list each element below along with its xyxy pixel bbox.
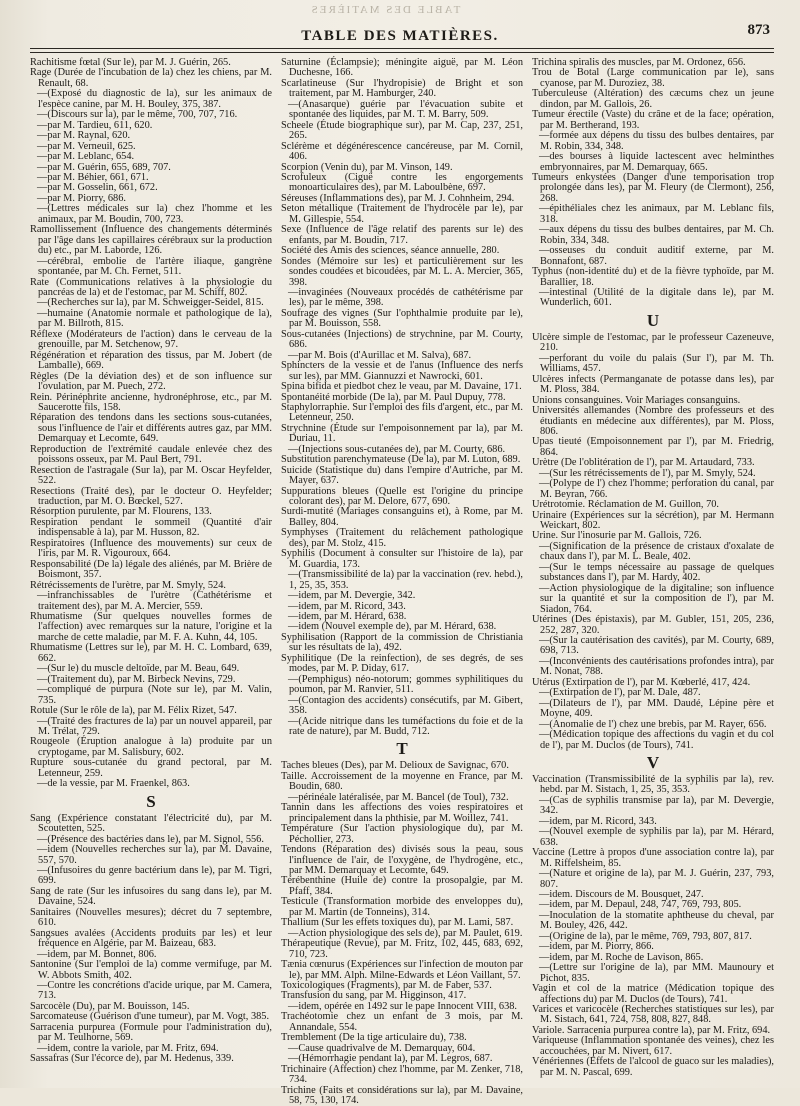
index-entry: Tuberculeuse (Altération) des cæcums chez un jeune dindon, par M. Gallois, 26.	[532, 89, 774, 110]
index-entry: —Contre les concrétions d'acide urique, par M. Camera, 713.	[30, 981, 272, 1002]
index-entry: —par M. Bois (d'Aurillac et M. Salva), 687.	[281, 351, 523, 361]
index-entry: —(Hémorrhagie pendant la), par M. Legros, 687.	[281, 1054, 523, 1064]
index-entry: Rhumatisme (Lettres sur le), par M. H. C. Lombard, 639, 662.	[30, 643, 272, 664]
index-entry: Trichina spiralis des muscles, par M. Ordonez, 656.	[532, 58, 774, 68]
index-entry: —(Transmissibilité de la) par la vaccination (rev. hebd.), 1, 25, 35, 353.	[281, 570, 523, 591]
index-entry: Rage (Durée de l'incubation de la) chez les chiens, par M. Renault, 68.	[30, 68, 272, 89]
page-number: 873	[748, 22, 771, 39]
index-entry: Taille. Accroissement de la moyenne en France, par M. Boudin, 680.	[281, 772, 523, 793]
index-entry: —(Présence des bactéries dans le), par M. Signol, 556.	[30, 835, 272, 845]
index-entry: —(Anasarque) guérie par l'évacuation subite et spontanée des liquides, par M. T. M. Barry, 509.	[281, 100, 523, 121]
index-entry: Trou de Botal (Large communication par le), sans cyanose, par M. Duroziez, 38.	[532, 68, 774, 89]
index-entry: —osseuses du conduit auditif externe, par M. Bonnafont, 687.	[532, 246, 774, 267]
index-entry: —(Lettre sur l'origine de la), par MM. Maunoury et Pichot, 835.	[532, 963, 774, 984]
index-entry: —idem. Discours de M. Bousquet, 247.	[532, 890, 774, 900]
index-entry: —invaginées (Nouveaux procédés de cathétérisme par les), par le même, 398.	[281, 288, 523, 309]
index-entry: —(Origine de la), par le même, 769, 793, 807, 817.	[532, 932, 774, 942]
index-entry: —Action physiologique de la digitaline; son influence sur la quantité et sur la composition de l'), par M. Siadon, 764.	[532, 584, 774, 615]
index-entry: —(Acide nitrique dans les tuméfactions du foie et de la rate de nature), par M. Budd, 712.	[281, 717, 523, 738]
index-entry: Sangsues avalées (Accidents produits par les) et leur fréquence en Algérie, par M. Baizeau, 683.	[30, 929, 272, 950]
index-entry: —(Médication topique des affections du vagin et du col de l'), par M. Duclos (de Tours), 741.	[532, 730, 774, 751]
header-rule-double	[30, 52, 774, 53]
index-entry: —(Traitement du), par M. Birbeck Nevins, 729.	[30, 675, 272, 685]
index-entry: —idem, par M. Roche de Lavison, 865.	[532, 953, 774, 963]
index-entry: Urétrotomie. Réclamation de M. Guillon, 70.	[532, 500, 774, 510]
index-entry: —idem, par M. Depaul, 248, 747, 769, 793, 805.	[532, 900, 774, 910]
index-entry: —de la vessie, par M. Fraenkel, 863.	[30, 779, 272, 789]
index-entry: Sassafras (Sur l'écorce de), par M. Hedenus, 339.	[30, 1054, 272, 1064]
index-entry: Rétrécissements de l'urètre, par M. Smyly, 524.	[30, 581, 272, 591]
index-columns	[30, 58, 774, 1080]
section-letter: U	[532, 312, 774, 330]
index-entry: Utérines (Des épistaxis), par M. Gubler, 151, 205, 236, 252, 287, 320.	[532, 615, 774, 636]
index-entry: —périnéale latéralisée, par M. Bancel (de Toul), 732.	[281, 793, 523, 803]
index-entry: —par M. Leblanc, 654.	[30, 152, 272, 162]
index-entry: —(Injections sous-cutanées de), par M. Courty, 686.	[281, 445, 523, 455]
index-entry: Scarlatineuse (Sur l'hydropisie) de Bright et son traitement, par M. Hamburger, 240.	[281, 79, 523, 100]
index-entry: —(Nouvel exemple de syphilis par la), par M. Hérard, 638.	[532, 827, 774, 848]
index-entry: —(Sur les rétrécissements de l'), par M. Smyly, 524.	[532, 469, 774, 479]
index-entry: Utérus (Extirpation de l'), par M. Kœberlé, 417, 424.	[532, 678, 774, 688]
index-entry: —idem, opérée en 1492 sur le pape Innocent VIII, 638.	[281, 1002, 523, 1012]
index-entry: Spina bifida et piedbot chez le veau, par M. Davaine, 171.	[281, 382, 523, 392]
index-entry: Société des Amis des sciences, séance annuelle, 280.	[281, 246, 523, 256]
index-entry: Soufrage des vignes (Sur l'ophthalmie produite par le), par M. Bouisson, 558.	[281, 309, 523, 330]
index-entry: —idem (Nouvel exemple de), par M. Hérard, 638.	[281, 622, 523, 632]
index-entry: —perforant du voile du palais (Sur l'), par M. Th. Williams, 457.	[532, 354, 774, 375]
index-entry: Testicule (Transformation morbide des enveloppes du), par M. Martin (de Tonneins), 314.	[281, 897, 523, 918]
index-entry: —humaine (Anatomie normale et pathologique de la), par M. Billroth, 815.	[30, 309, 272, 330]
index-entry: —compliqué de purpura (Note sur le), par M. Valin, 735.	[30, 685, 272, 706]
index-entry: Urine. Sur l'inosurie par M. Gallois, 726.	[532, 531, 774, 541]
index-entry: Tremblement (De la tige articulaire du), 738.	[281, 1033, 523, 1043]
index-entry: Resections (Traité des), par le docteur O. Heyfelder; traduction, par M. O. Bœckel, 527.	[30, 487, 272, 508]
index-entry: Thérapeutique (Revue), par M. Fritz, 102, 445, 683, 692, 710, 723.	[281, 939, 523, 960]
index-entry: —(Traité des fractures de la) par un nouvel appareil, par M. Trélat, 729.	[30, 717, 272, 738]
index-entry: Syphilis (Document à consulter sur l'histoire de la), par M. Guardia, 173.	[281, 549, 523, 570]
index-entry: Sphincters de la vessie et de l'anus (Influence des nerfs sur les), par MM. Giannuzzi et Nawrocki, 601.	[281, 361, 523, 382]
index-entry: Sondes (Mémoire sur les) et particulièrement sur les sondes coudées et bicoudées, par M. L. A. Mercier, 365, 398.	[281, 257, 523, 288]
index-entry: —idem (Nouvelles recherches sur la), par M. Davaine, 557, 570.	[30, 845, 272, 866]
index-entry: Staphylorraphie. Sur l'emploi des fils d'argent, etc., par M. Letenneur, 250.	[281, 403, 523, 424]
index-entry: Sous-cutanées (Injections) de strychnine, par M. Courty, 686.	[281, 330, 523, 351]
page-title: TABLE DES MATIÈRES.	[0, 28, 800, 45]
index-entry: —par M. Gosselin, 661, 672.	[30, 183, 272, 193]
index-entry: Réflexe (Modérateurs de l'action) dans le cerveau de la grenouille, par M. Setchenow, 97.	[30, 330, 272, 351]
index-entry: —formée aux dépens du tissu des bulbes dentaires, par M. Robin, 334, 348.	[532, 131, 774, 152]
section-letter: T	[281, 740, 523, 758]
index-entry: —des bourses à liquide lactescent avec helminthes embryonnaires, par M. Demarquay, 665.	[532, 152, 774, 173]
index-entry: Régénération et réparation des tissus, par M. Jobert (de Lamballe), 669.	[30, 351, 272, 372]
index-entry: Vaccine (Lettre à propos d'une association contre la), par M. Riffelsheim, 85.	[532, 848, 774, 869]
index-entry: Taches bleues (Des), par M. Delioux de Savignac, 670.	[281, 761, 523, 771]
index-entry: Séreuses (Inflammations des), par M. J. Cohnheim, 294.	[281, 194, 523, 204]
index-entry: —idem, par M. Bonnet, 806.	[30, 950, 272, 960]
index-entry: Ulcère simple de l'estomac, par le professeur Cazeneuve, 210.	[532, 333, 774, 354]
index-entry: —cérébral, embolie de l'artère iliaque, gangrène spontanée, par M. Ch. Fernet, 511.	[30, 257, 272, 278]
index-entry: —(Contagion des accidents) consécutifs, par M. Gibert, 358.	[281, 696, 523, 717]
index-entry: —(Sur le temps nécessaire au passage de quelques substances dans l'), par M. Hardy, 402.	[532, 563, 774, 584]
index-entry: Universités allemandes (Nombre des professeurs et des étudiants en médecine aux différentes), par M. Ploss, 806.	[532, 406, 774, 437]
index-entry: —par M. Tardieu, 611, 620.	[30, 121, 272, 131]
index-entry: —idem, par M. Ricord, 343.	[281, 602, 523, 612]
index-entry: Règles (De la déviation des) et de son influence sur l'ovulation, par M. Puech, 272.	[30, 372, 272, 393]
index-entry: Température (Sur l'action physiologique du), par M. Péchollier, 273.	[281, 824, 523, 845]
index-entry: —(Polype de l') chez l'homme; perforation du canal, par M. Beyran, 766.	[532, 479, 774, 500]
index-entry: Resection de l'astragale (Sur la), par M. Oscar Heyfelder, 522.	[30, 466, 272, 487]
index-entry: Rougeole (Éruption analogue à la) produite par un cryptogame, par M. Salisbury, 602.	[30, 737, 272, 758]
index-entry: —par M. Guérin, 655, 689, 707.	[30, 163, 272, 173]
index-entry: Syphilitique (De la reinfection), de ses degrés, de ses modes, par M. P. Diday, 617.	[281, 654, 523, 675]
index-entry: —(Dilateurs de l'), par MM. Daudé, Lépine père et Moyne, 409.	[532, 699, 774, 720]
index-entry: Typhus (non-identité du) et de la fièvre typhoïde, par M. Barallier, 18.	[532, 267, 774, 288]
index-entry: Saturnine (Éclampsie); méningite aiguë, par M. Léon Duchesne, 166.	[281, 58, 523, 79]
index-entry: Trichine (Faits et considérations sur la), par M. Davaine, 58, 75, 130, 174.	[281, 1086, 523, 1106]
index-entry: Rupture sous-cutanée du grand pectoral, par M. Letenneur, 259.	[30, 758, 272, 779]
index-entry: Santonine (Sur l'emploi de la) comme vermifuge, par M. W. Abbots Smith, 402.	[30, 960, 272, 981]
bleed-through-text: TABLE DES MATIÈRES	[90, 4, 680, 18]
index-entry: Ramollissement (Influence des changements déterminés par l'âge dans les capillaires cérébraux sur la production du) etc., par M. Laborde, 126.	[30, 225, 272, 256]
index-entry: Urinaire (Expériences sur la sécrétion), par M. Hermann Weickart, 802.	[532, 511, 774, 532]
index-entry: Scheele (Étude biographique sur), par M. Cap, 237, 251, 265.	[281, 121, 523, 142]
index-entry: —(Extirpation de l'), par M. Dale, 487.	[532, 688, 774, 698]
index-entry: —(Pemphigus) néo-notorum; gommes syphilitiques du poumon, par M. Ranvier, 511.	[281, 675, 523, 696]
index-entry: Rachitisme fœtal (Sur le), par M. J. Guérin, 265.	[30, 58, 272, 68]
index-entry: Seton métallique (Traitement de l'hydrocèle par le), par M. Gillespie, 554.	[281, 204, 523, 225]
index-entry: —par M. Raynal, 620.	[30, 131, 272, 141]
index-entry: Scrofuleux (Ciguë contre les engorgements monoarticulaires des), par M. Laboulbène, 697.	[281, 173, 523, 194]
index-entry: Reproduction de l'extrémité caudale enlevée chez des poissons osseux, par M. Paul Bert, 791.	[30, 445, 272, 466]
index-column-left	[30, 58, 272, 1080]
index-entry: Surdi-mutité (Mariages consanguins et), à Rome, par M. Balley, 804.	[281, 507, 523, 528]
index-entry: Thallium (Sur les effets toxiques du), par M. Lami, 587.	[281, 918, 523, 928]
index-entry: Réparation des tendons dans les sections sous-cutanées, sous l'influence de l'air et différents autres gaz, par MM. Demarquay et Lecomte, 649.	[30, 413, 272, 444]
index-entry: —épithéliales chez les animaux, par M. Leblanc fils, 318.	[532, 204, 774, 225]
index-entry: —(Recherches sur la), par M. Schweigger-Seidel, 815.	[30, 298, 272, 308]
index-entry: —(Sur la cautérisation des cavités), par M. Courty, 689, 698, 713.	[532, 636, 774, 657]
index-entry: Vénériennes (Effets de l'alcool de guaco sur les maladies), par M. N. Pascal, 699.	[532, 1057, 774, 1078]
index-entry: Résorption purulente, par M. Flourens, 133.	[30, 507, 272, 517]
index-entry: Tumeur érectile (Vaste) du crâne et de la face; opération, par M. Bertherand, 193.	[532, 110, 774, 131]
index-entry: —(Discours sur la), par le même, 700, 707, 716.	[30, 110, 272, 120]
index-entry: Sarcocèle (Du), par M. Bouisson, 145.	[30, 1002, 272, 1012]
index-entry: Sclérème et dégénérescence cancéreuse, par M. Cornil, 406.	[281, 142, 523, 163]
index-entry: —(Infusoires du genre bactérium dans le), par M. Tigri, 699.	[30, 866, 272, 887]
index-entry: Trichinaire (Affection) chez l'homme, par M. Zenker, 718, 734.	[281, 1065, 523, 1086]
section-letter: S	[30, 793, 272, 811]
index-entry: Sarcomateuse (Guérison d'une tumeur), par M. Vogt, 385.	[30, 1012, 272, 1022]
index-entry: —(Inconvénients des cautérisations profondes intra), par M. Nonat, 788.	[532, 657, 774, 678]
index-entry: —(Anomalie de l') chez une brebis, par M. Rayer, 656.	[532, 720, 774, 730]
index-entry: Syphilisation (Rapport de la commission de Christiania sur les résultats de la), 492.	[281, 633, 523, 654]
index-entry: Varices et varicocèle (Recherches statistiques sur les), par M. Sistach, 641, 724, 758, 808, 827, 848.	[532, 1005, 774, 1026]
index-entry: Tumeurs enkystées (Danger d'une temporisation trop prolongée dans les), par M. Fleury (de Clermont), 256, 268.	[532, 173, 774, 204]
index-entry: —Cause quadrivalve de M. Demarquay, 604.	[281, 1044, 523, 1054]
index-entry: —Inoculation de la stomatite aphtheuse du cheval, par M. Bouley, 426, 442.	[532, 911, 774, 932]
index-entry: Suicide (Statistique du) dans l'empire d'Autriche, par M. Mayer, 637.	[281, 466, 523, 487]
index-entry: —(Signification de la présence de cristaux d'oxalate de chaux dans l'), par M. L. Beale, 402.	[532, 542, 774, 563]
index-entry: —Action physiologique des sels de), par M. Paulet, 619.	[281, 929, 523, 939]
index-entry: Ulcères infects (Permanganate de potasse dans les), par M. Ploss, 384.	[532, 375, 774, 396]
index-entry: —par M. Verneuil, 625.	[30, 142, 272, 152]
index-entry: Tannin dans les affections des voies respiratoires et principalement dans la phthisie, par M. Woillez, 741.	[281, 803, 523, 824]
index-entry: Toxicologiques (Fragments), par M. de Faber, 537.	[281, 981, 523, 991]
index-column-right	[532, 58, 774, 1080]
index-entry: Sanitaires (Nouvelles mesures); décret du 7 septembre, 610.	[30, 908, 272, 929]
index-entry: Unions consanguines. Voir Mariages consanguins.	[532, 396, 774, 406]
index-entry: —idem, par M. Hérard, 638.	[281, 612, 523, 622]
index-entry: —(Exposé du diagnostic de la), sur les animaux de l'espèce canine, par M. H. Bouley, 375, 387.	[30, 89, 272, 110]
index-entry: Rhumatisme (Sur quelques nouvelles formes de l'affection) avec remarques sur la nature, l'origine et la marche de cette maladie, par M. F. A. Kuhn, 44, 105.	[30, 612, 272, 643]
index-entry: —(Lettres médicales sur la) chez l'homme et les animaux, par M. Boudin, 700, 723.	[30, 204, 272, 225]
index-entry: Térébenthine (Huile de) contre la prosopalgie, par M. Pfaff, 384.	[281, 876, 523, 897]
index-entry: Sexe (Influence de l'âge relatif des parents sur le) des enfants, par M. Boudin, 717.	[281, 225, 523, 246]
index-entry: —idem, par M. Piorry, 866.	[532, 942, 774, 952]
index-entry: Scorpion (Venin du), par M. Vinson, 149.	[281, 163, 523, 173]
index-entry: Vagin et col de la matrice (Médication topique des affections du) par M. Duclos (de Tours), 741.	[532, 984, 774, 1005]
index-entry: —par M. Béhier, 661, 671.	[30, 173, 272, 183]
index-entry: Respiration pendant le sommeil (Quantité d'air indispensable à la), par M. Husson, 82.	[30, 518, 272, 539]
index-entry: —par M. Piorry, 686.	[30, 194, 272, 204]
index-entry: Variqueuse (Inflammation spontanée des veines), chez les accouchées, par M. Nivert, 617.	[532, 1036, 774, 1057]
header-rule	[30, 48, 774, 49]
index-entry: —(Cas de syphilis transmise par la), par M. Devergie, 342.	[532, 796, 774, 817]
index-entry: Sarracenia purpurea (Formule pour l'administration du), par M. Teulhorne, 569.	[30, 1023, 272, 1044]
index-entry: Variole. Sarracenia purpurea contre la), par M. Fritz, 694.	[532, 1026, 774, 1036]
index-entry: Rate (Communications relatives à la physiologie du pancréas de la) et de l'estomac, par M. Schiff, 802.	[30, 278, 272, 299]
index-entry: Transfusion du sang, par M. Higginson, 417.	[281, 991, 523, 1001]
index-entry: Sang de rate (Sur les infusoires du sang dans le), par M. Davaine, 524.	[30, 887, 272, 908]
index-column-middle	[281, 58, 523, 1080]
index-entry: Tænia cœnurus (Expériences sur l'infection de mouton par le), par MM. Alph. Milne-Edwards et Léon Vaillant, 57.	[281, 960, 523, 981]
index-entry: —intestinal (Utilité de la digitale dans le), par M. Wunderlich, 601.	[532, 288, 774, 309]
index-entry: Spontanéité morbide (De la), par M. Paul Dupuy, 778.	[281, 393, 523, 403]
index-entry: —(Sur le) du muscle deltoïde, par M. Beau, 649.	[30, 664, 272, 674]
index-entry: Rotule (Sur le rôle de la), par M. Félix Rizet, 547.	[30, 706, 272, 716]
index-entry: Strychnine (Étude sur l'empoisonnement par la), par M. Duriau, 11.	[281, 424, 523, 445]
index-entry: Sang (Expérience constatant l'électricité du), par M. Scoutetten, 525.	[30, 814, 272, 835]
index-entry: —infranchissables de l'urètre (Cathétérisme et traitement des), par M. A. Mercier, 559.	[30, 591, 272, 612]
index-entry: Suppurations bleues (Quelle est l'origine du principe colorant des), par M. Delore, 677, 690.	[281, 487, 523, 508]
index-entry: —idem, contre la variole, par M. Fritz, 694.	[30, 1044, 272, 1054]
index-entry: Urètre (De l'oblitération de l'), par M. Artaudard, 733.	[532, 458, 774, 468]
index-entry: Symphyses (Traitement du relâchement pathologique des), par M. Stolz, 415.	[281, 528, 523, 549]
index-entry: Upas tieuté (Empoisonnement par l'), par M. Friedrig, 864.	[532, 437, 774, 458]
index-entry: Rein. Périnéphrite ancienne, hydronéphrose, etc., par M. Saucerotte fils, 158.	[30, 393, 272, 414]
index-entry: —idem, par M. Ricord, 343.	[532, 817, 774, 827]
index-entry: —(Nature et origine de la), par M. J. Guérin, 237, 793, 807.	[532, 869, 774, 890]
index-entry: Vaccination (Transmissibilité de la syphilis par la), rev. hebd. par M. Sistach, 1, 25, 35, 353.	[532, 775, 774, 796]
index-entry: Respiratoires (Influence des mouvements) sur ceux de l'iris, par M. R. Vigouroux, 664.	[30, 539, 272, 560]
index-entry: Tendons (Réparation des) divisés sous la peau, sous l'influence de l'air, de l'oxygène, de l'hydrogène, etc., par MM. Demarquay et Lecomte, 649.	[281, 845, 523, 876]
index-entry: Substitution parenchymateuse (De la), par M. Luton, 689.	[281, 455, 523, 465]
index-entry: —idem, par M. Devergie, 342.	[281, 591, 523, 601]
index-entry: —aux dépens du tissu des bulbes dentaires, par M. Ch. Robin, 334, 348.	[532, 225, 774, 246]
index-entry: Responsabilité (De la) légale des aliénés, par M. Brière de Boismont, 357.	[30, 560, 272, 581]
index-entry: Trachéotomie chez un enfant de 3 mois, par M. Annandale, 554.	[281, 1012, 523, 1033]
section-letter: V	[532, 754, 774, 772]
